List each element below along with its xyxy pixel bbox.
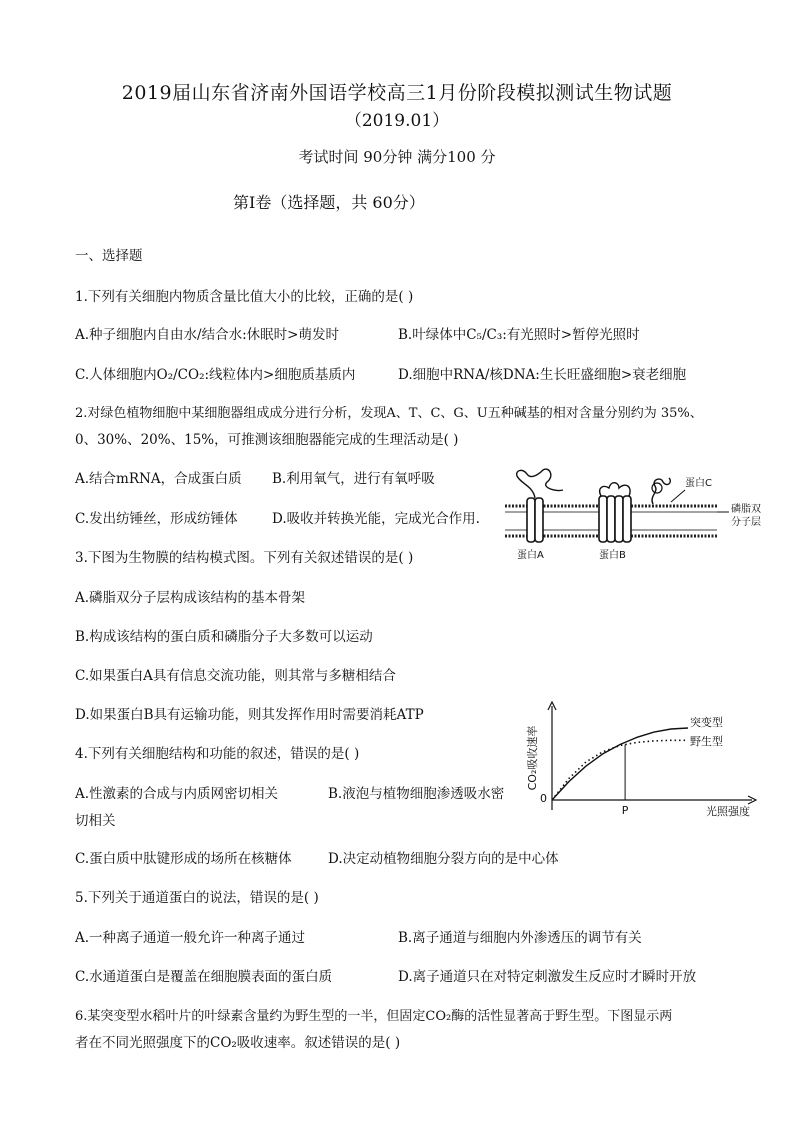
q4-option-b-continued: 切相关 xyxy=(75,813,116,829)
q1-option-c: C.人体细胞内O₂/CO₂:线粒体内>细胞质基质内 xyxy=(75,367,356,383)
part-heading: 一、选择题 xyxy=(75,248,143,264)
q1-option-d: D.细胞中RNA/核DNA:生长旺盛细胞>衰老细胞 xyxy=(398,367,687,383)
p-marker-label: P xyxy=(621,804,629,817)
origin-label: 0 xyxy=(540,792,547,805)
exam-title: 2019届山东省济南外国语学校高三1月份阶段模拟测试生物试题 xyxy=(121,82,673,104)
membrane-structure-figure xyxy=(503,468,773,568)
protein-b-label: 蛋白B xyxy=(599,550,626,561)
q2-option-d: D.吸收并转换光能，完成光合作用. xyxy=(272,511,480,527)
q4-stem: 4.下列有关细胞结构和功能的叙述，错误的是( ) xyxy=(75,746,360,762)
q4-option-a: A.性激素的合成与内质网密切相关 xyxy=(75,786,279,802)
q2-option-c: C.发出纺锤丝，形成纺锤体 xyxy=(75,511,238,527)
q3-stem: 3.下图为生物膜的结构模式图。下列有关叙述错误的是( ) xyxy=(75,550,414,566)
q4-option-d: D.决定动植物细胞分裂方向的是中心体 xyxy=(328,851,559,867)
q4-option-b: B.液泡与植物细胞渗透吸水密 xyxy=(328,786,505,802)
bilayer-label-line1: 磷脂双 xyxy=(731,504,761,515)
protein-a-label: 蛋白A xyxy=(517,550,544,561)
q5-option-a: A.一种离子通道一般允许一种离子通过 xyxy=(75,930,306,946)
protein-c-label: 蛋白C xyxy=(685,478,712,489)
q3-option-b: B.构成该结构的蛋白质和磷脂分子大多数可以运动 xyxy=(75,629,373,645)
q6-stem-line1: 6.某突变型水稻叶片的叶绿素含量约为野生型的一半，但固定CO₂酶的活性显著高于野生型。下图显示两 xyxy=(75,1009,673,1024)
legend-mutant: 突变型 xyxy=(690,716,723,729)
q6-stem-line2: 者在不同光照强度下的CO₂吸收速率。叙述错误的是( ) xyxy=(75,1035,401,1051)
q3-option-a: A.磷脂双分子层构成该结构的基本骨架 xyxy=(75,590,306,606)
y-axis-label: CO₂吸收速率 xyxy=(526,725,539,791)
q2-stem-line1: 2.对绿色植物细胞中某细胞器组成成分进行分析，发现A、T、C、G、U五种碱基的相对含量分别约为 35%、 xyxy=(75,406,703,421)
q2-stem-line2: 0、30%、20%、15%，可推测该细胞器能完成的生理活动是( ) xyxy=(75,432,459,448)
x-axis-label: 光照强度 xyxy=(706,805,750,818)
q5-stem: 5.下列关于通道蛋白的说法，错误的是( ) xyxy=(75,890,319,906)
q5-option-d: D.离子通道只在对特定刺激发生反应时才瞬时开放 xyxy=(398,969,697,985)
co2-absorption-chart xyxy=(520,698,762,820)
bilayer-label-line2: 分子层 xyxy=(731,517,761,528)
q1-stem: 1.下列有关细胞内物质含量比值大小的比较，正确的是( ) xyxy=(75,289,414,305)
q5-option-b: B.离子通道与细胞内外渗透压的调节有关 xyxy=(398,930,642,946)
protein-b-shape xyxy=(599,483,631,542)
q2-option-a: A.结合mRNA，合成蛋白质 xyxy=(75,471,242,487)
exam-date: （2019.01） xyxy=(344,111,450,131)
section-title: 第Ⅰ卷（选择题，共 60分） xyxy=(233,193,425,212)
q5-option-c: C.水通道蛋白是覆盖在细胞膜表面的蛋白质 xyxy=(75,969,333,985)
q4-option-c: C.蛋白质中肽键形成的场所在核糖体 xyxy=(75,851,292,867)
exam-info: 考试时间 90分钟 满分100 分 xyxy=(298,148,496,166)
q1-option-b: B.叶绿体中C₅/C₃:有光照时>暂停光照时 xyxy=(398,327,640,343)
q3-option-d: D.如果蛋白B具有运输功能，则其发挥作用时需要消耗ATP xyxy=(75,707,424,723)
series-line-wild-type xyxy=(552,740,688,800)
q1-option-a: A.种子细胞内自由水/结合水:休眠时>萌发时 xyxy=(75,327,339,343)
series-line-mutant xyxy=(552,728,688,800)
q2-option-b: B.利用氧气，进行有氧呼吸 xyxy=(272,471,435,487)
legend-wild-type: 野生型 xyxy=(690,735,723,748)
q3-option-c: C.如果蛋白A具有信息交流功能，则其常与多糖相结合 xyxy=(75,668,396,684)
